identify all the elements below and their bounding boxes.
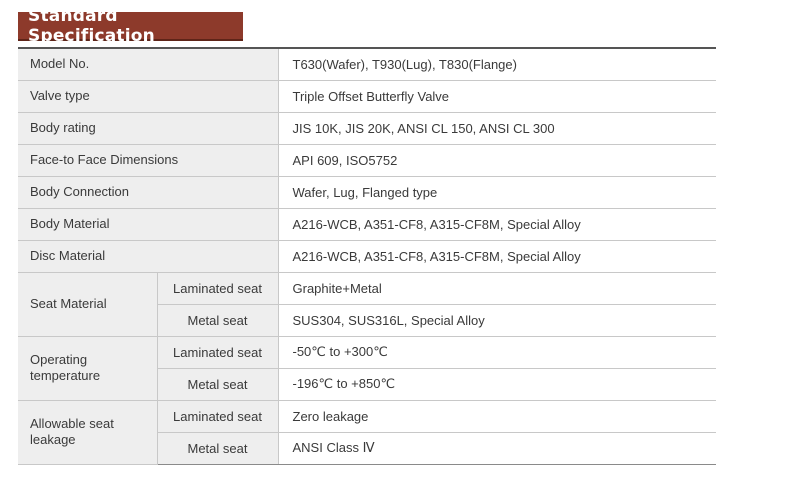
table-row-body-connection: [18, 176, 716, 208]
sub-label: Laminated seat: [157, 336, 278, 368]
row-value: Zero leakage: [278, 400, 716, 432]
table-row-operating-temperature-laminated: [18, 336, 716, 368]
table-row-model: [18, 48, 716, 80]
row-label: Body rating: [18, 112, 278, 144]
row-value: ANSI Class Ⅳ: [278, 432, 716, 464]
row-value: -196℃ to +850℃: [278, 368, 716, 400]
row-value: Triple Offset Butterfly Valve: [278, 80, 716, 112]
sub-label: Metal seat: [157, 432, 278, 464]
row-value: A216-WCB, A351-CF8, A315-CF8M, Special Alloy: [278, 240, 716, 272]
row-label: Model No.: [18, 48, 278, 80]
row-value: Graphite+Metal: [278, 272, 716, 304]
table-row-seat-material-laminated: [18, 272, 716, 304]
section-title: Standard Specification: [28, 5, 155, 46]
table-row-allowable-leakage-laminated: [18, 400, 716, 432]
row-value: JIS 10K, JIS 20K, ANSI CL 150, ANSI CL 300: [278, 112, 716, 144]
sub-label: Metal seat: [157, 368, 278, 400]
row-label: Valve type: [18, 80, 278, 112]
table-row-face-to-face: [18, 144, 716, 176]
row-label: Disc Material: [18, 240, 278, 272]
row-label-line2: temperature: [30, 368, 101, 383]
specification-table: [18, 47, 716, 465]
row-label-multiline: [18, 400, 157, 464]
row-value: A216-WCB, A351-CF8, A315-CF8M, Special Alloy: [278, 208, 716, 240]
row-value: SUS304, SUS316L, Special Alloy: [278, 304, 716, 336]
row-label: Seat Material: [18, 272, 157, 336]
section-title-bar: [18, 5, 243, 46]
row-value: API 609, ISO5752: [278, 144, 716, 176]
row-label: Body Connection: [18, 176, 278, 208]
sub-label: Laminated seat: [157, 272, 278, 304]
sub-label: Laminated seat: [157, 400, 278, 432]
sub-label: Metal seat: [157, 304, 278, 336]
row-label-line1: Allowable seat: [30, 416, 114, 431]
row-value: -50℃ to +300℃: [278, 336, 716, 368]
table-row-disc-material: [18, 240, 716, 272]
row-value: T630(Wafer), T930(Lug), T830(Flange): [278, 48, 716, 80]
table-row-body-material: [18, 208, 716, 240]
table-row-body-rating: [18, 112, 716, 144]
row-label-line2: leakage: [30, 432, 76, 447]
row-value: Wafer, Lug, Flanged type: [278, 176, 716, 208]
row-label: Face-to Face Dimensions: [18, 144, 278, 176]
row-label-multiline: [18, 336, 157, 400]
table-row-valve-type: [18, 80, 716, 112]
row-label: Body Material: [18, 208, 278, 240]
row-label-line1: Operating: [30, 352, 88, 367]
